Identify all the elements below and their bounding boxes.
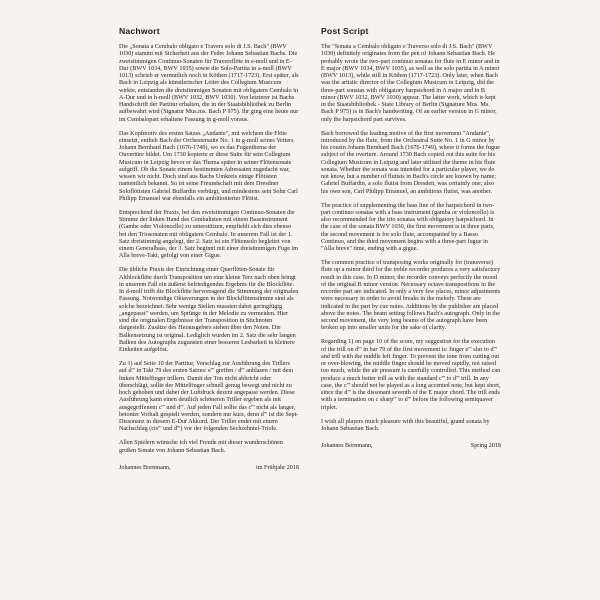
english-paragraph: Bach borrowed the leading motive of the first movement "Andante", introduced by the flute, from the Orchestral Suite No. 1 in G minor by his cousin Johann Bernhard Bach (1676-1749), where it forms the fugue subject of the overture. Around 1730 Bach copied out this suite for his Collegium Musicum in Leipzig and later utilised the theme in his flute sonata. Whether the sonata was intended for a particular player, we do not know, but a number of flutists in Bach's circle are known by name; Gabriel Buffardin, a solo flutist from Dresden, was certainly one; also his own son, Carl Philipp Emanuel, an ambitious flutist, was another. [321,130,500,195]
german-paragraph: Zu 1) auf Seite 10 der Partitur, Vorschlag zur Ausführung des Trillers auf d''' in Takt 79 des ersten Satzes: e''' greifen / d''' anblasen / mit dem linken Mittelfinger trillern. Damit der Ton nicht abbricht oder überschlägt, sollte der Mittelfinger schnell genug bewegt und nicht zu hoch gehoben und dabei der Luftdruck dezent angepasst werden. Diese Ausführung kann einen deutlich schöneren Triller ergeben als mit ausgegriffenem c''' und d'''. Auf jeden Fall sollte das c''' nicht als langer, betonter Vorhalt gespielt werden, sondern nur kurz, denn d''' ist die Sept-Dissonanz in diesem E-Dur Akkord. Der Triller endet mit einem Nachschlag (cis''' und d''') vor der folgenden Sechzehntel-Triole. [119,361,299,433]
english-paragraph: The practice of supplementing the bass line of the harpsichord in two-part continuo sonatas with a bass instrument (gamba or violoncello) is also recommended for the trio sonatas with obligatory harpsichord. In the case of the sonata BWV 1030, the first movement is in three parts, the second movement is for solo flute, accompanied by a Basso Continuo, and the third movement begins with a three-part fugue in "Alla breve" time, ending with a gigue. [321,202,495,253]
english-author: Johannes Bornmann, [321,443,373,450]
german-paragraph: Entsprechend der Praxis, bei den zweistimmigen Continuo-Sonaten die Stimme der linken Hand des Cembalisten mit einem Bassinstrument (Gambe oder Violoncello) zu unterstützen, empfiehlt sich dies ebenso bei den Triosonaten mit obligatem Cembalo. In unserem Fall ist der 1. Satz dreistimmig angelegt, der 2. Satz ist ein Flötensolo begleitet von einem Generalbass, der 3. Satz beginnt mit einer dreistimmigen Fuge im Alla breve-Takt, gefolgt von einer Gigue. [119,209,299,260]
german-column [119,26,299,472]
german-paragraph: Allen Spielern wünsche ich viel Freude mit dieser wunderschönen großen Sonate von Johann Sebastian Bach. [119,440,283,454]
english-date: Spring 2018 [470,443,501,450]
german-paragraph: Die übliche Praxis der Einrichtung einer Querflöten-Sonate für Altblockflöte durch Transposition um eine kleine Terz nach oben bringt in unserem Fall ein äußerst befriedigendes Ergebnis für die Blockflöte. In d-moll trifft die Blockflöte hervorragend die Stimmung der originalen Fassung. Notwendige Oktaverungen in der Blockflötenstimme sind als solche bezeichnet. Sehr wenige Stellen mussten dabei geringfügig „angepasst" werden, um Sprünge in der Melodie zu vermeiden. Hier sind die originalen Ergebnisse der Transposition in Stichnoten dargestellt. Zusätze des Herausgebers stehen über den Noten. Die Balkensetzung ist original. Lediglich wurden im 2. Satz die sehr langen Balken des Autographs zugunsten einer besseren Lesbarkeit in kleinere Einheiten aufgelöst. [119,267,299,354]
english-signature [321,443,501,450]
german-heading: Nachwort [119,26,160,36]
german-date: im Frühjahr 2018 [256,464,299,471]
german-paragraph: Die „Sonata a Cembalo obligato e Travers solo di J.S. Bach" (BWV 1030) stammt mit Sicherheit aus der Feder Johann Sebastian Bachs. Die zweistimmigen Continuo-Sonaten für Traversflöte in e-moll und in E-Dur (BWV 1034, BWV 1035) sowie die Solo-Partita in a-moll (BWV 1013) schrieb er vermutlich noch in Köthen (1717-1723). Erst später, als Bach in Leipzig als künstlerischer Leiter des Collegium Musicum wirkte, entstanden die dreistimmigen Sonaten mit obligatem Cembalo in A-Dur und in h-moll (BWV 1032, BWV 1030). Von letzterer ist Bachs Handschrift der Partitur erhalten, die in der Staatsbibliothek zu Berlin aufbewahrt wird (Signatur Mus.ms. Bach P 975). Ihr ging eine heute nur im Cembalopart erhaltene Fassung in g-moll voraus. [119,44,299,123]
english-heading: Post Script [321,26,369,36]
english-paragraph: I wish all players much pleasure with this beautiful, grand sonata by Johann Sebastian Bach. [321,418,490,432]
german-paragraph: Das Kopfmotiv des ersten Satzes „Andante", mit welchem die Flöte einsetzt, entlieh Bach der Orchestersuite No. 1 in g-moll seines Vetters Johann Bernhard Bach (1676-1749), wo es das Fugenthema der Ouvertüre bildet. Um 1730 kopierte er diese Suite für sein Collegium Musicum in Leipzig bevor er das Thema später in seiner Flötensonate aufgriff. Ob die Sonate einem bestimmten Adressaten zugedacht war, wissen wir nicht. Doch sind aus Bachs Umkreis einige Flötisten namentlich bekannt. So ist seine Freundschaft mit dem Dresdner Soloflötisten Gabriel Buffardin verbürgt, und mindestens sein Sohn Carl Philipp Emanuel war ebenfalls ein ambitionierter Flötist. [119,130,298,202]
german-signature [119,465,299,472]
german-author: Johannes Bornmann, [119,464,171,471]
english-paragraph: Regarding 1) on page 10 of the score, my suggestion for the execution of the trill on d''' in bar 79 of the first movement is: finger e''' slur to d''' and trill with the middle left finger. To prevent the tone from cutting out or over-blowing, the middle finger should be moved rapidly, not raised too much, while the air pressure is carefully controlled. This method can produce a much better trill as with the standard c''' to d''' trill. In any case, the c''' should not be played as a long accented note, but kept short, since the d''' is the dissonant seventh of the E major chord. The trill ends with a termination on c sharp''' to d''' before the following semiquaver triplet. [321,339,501,411]
english-paragraph: The common practice of transposing works originally for (transverse) flute up a minor third for the treble recorder produces a very satisfactory result in this case. In D minor, the recorder conveys perfectly the mood of the original B minor version. Necessary octave transpositions in the recorder part are indicated. In only a very few places, minor adjustments were necessary in order to avoid breaks in the melody. These are indicated in the part by cue notes. Additions by the publisher are placed above the notes. The beam setting follows Bach's autograph. Only in the second movement, the very long beams of the autograph have been broken up into smaller units for the sake of clarity. [321,260,501,332]
english-column [321,26,501,450]
english-paragraph: The "Sonata a Cembalo obligato e Traverso solo di J.S. Bach" (BWV 1030) definitely originates from the pen of Johann Sebastian Bach. He probably wrote the two-part continuo sonatas for flute in E minor and in E major (BWV 1034, BWV 1035), as well as the solo partita in A minor (BWV 1013), while still in Köthen (1717-1723). Only later, when Bach was the artistic director of the Collegium Musicum in Leipzig, did the three-part sonatas with obligatory harpsichord in A major and in B minor (BWV 1032, BWV 1030) appear. The latter work, which is kept in the Staatsbibliothek - State Library of Berlin (Signature Mus. Ms. Bach P 975) is in Bach's handwriting. Of an earlier version in G minor, only the harpsichord part survives. [321,44,500,123]
